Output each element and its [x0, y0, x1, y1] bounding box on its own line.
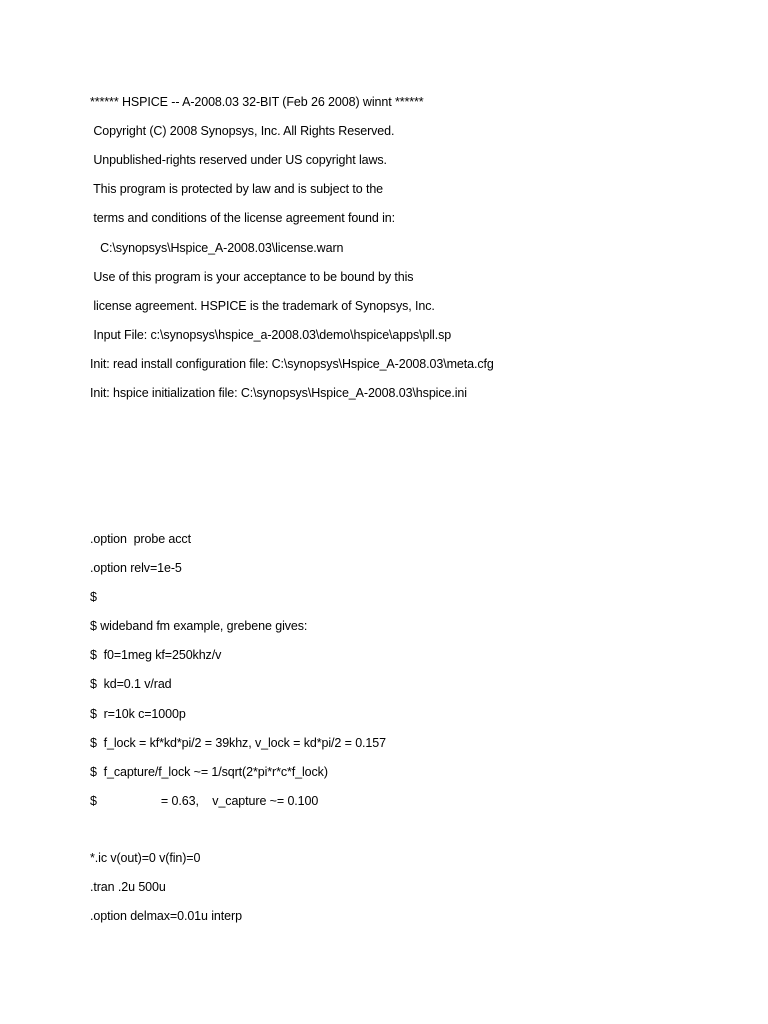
- input-file-line: Input File: c:\synopsys\hspice_a-2008.03\demo\hspice\apps\pll.sp: [90, 328, 452, 342]
- netlist-line: $: [90, 590, 97, 604]
- netlist-line: $ kd=0.1 v/rad: [90, 677, 172, 691]
- banner-line: ****** HSPICE -- A-2008.03 32-BIT (Feb 26 2008) winnt ******: [90, 95, 424, 109]
- acceptance-line-2: license agreement. HSPICE is the trademark of Synopsys, Inc.: [90, 299, 435, 313]
- copyright-rights-line: Unpublished-rights reserved under US copyright laws.: [90, 153, 387, 167]
- netlist-line: $ f_lock = kf*kd*pi/2 = 39khz, v_lock = kd*pi/2 = 0.157: [90, 736, 386, 750]
- netlist-line: $ f_capture/f_lock ~= 1/sqrt(2*pi*r*c*f_lock): [90, 765, 328, 779]
- initial-condition-line: *.ic v(out)=0 v(fin)=0: [90, 851, 201, 865]
- netlist-line: $ f0=1meg kf=250khz/v: [90, 648, 222, 662]
- acceptance-line-1: Use of this program is your acceptance to be bound by this: [90, 270, 414, 284]
- netlist-line: $ = 0.63, v_capture ~= 0.100: [90, 794, 319, 808]
- legal-notice-line-2: terms and conditions of the license agreement found in:: [90, 211, 396, 225]
- init-ini-line: Init: hspice initialization file: C:\synopsys\Hspice_A-2008.03\hspice.ini: [90, 386, 467, 400]
- copyright-line: Copyright (C) 2008 Synopsys, Inc. All Rights Reserved.: [90, 124, 395, 138]
- netlist-line: $ r=10k c=1000p: [90, 707, 186, 721]
- legal-notice-line-1: This program is protected by law and is subject to the: [90, 182, 384, 196]
- netlist-line: $ wideband fm example, grebene gives:: [90, 619, 308, 633]
- init-config-line: Init: read install configuration file: C:\synopsys\Hspice_A-2008.03\meta.cfg: [90, 357, 494, 371]
- option-delmax-line: .option delmax=0.01u interp: [90, 909, 242, 923]
- license-path-line: C:\synopsys\Hspice_A-2008.03\license.warn: [90, 241, 344, 255]
- netlist-line: .option relv=1e-5: [90, 561, 182, 575]
- tran-line: .tran .2u 500u: [90, 880, 166, 894]
- netlist-line: .option probe acct: [90, 532, 191, 546]
